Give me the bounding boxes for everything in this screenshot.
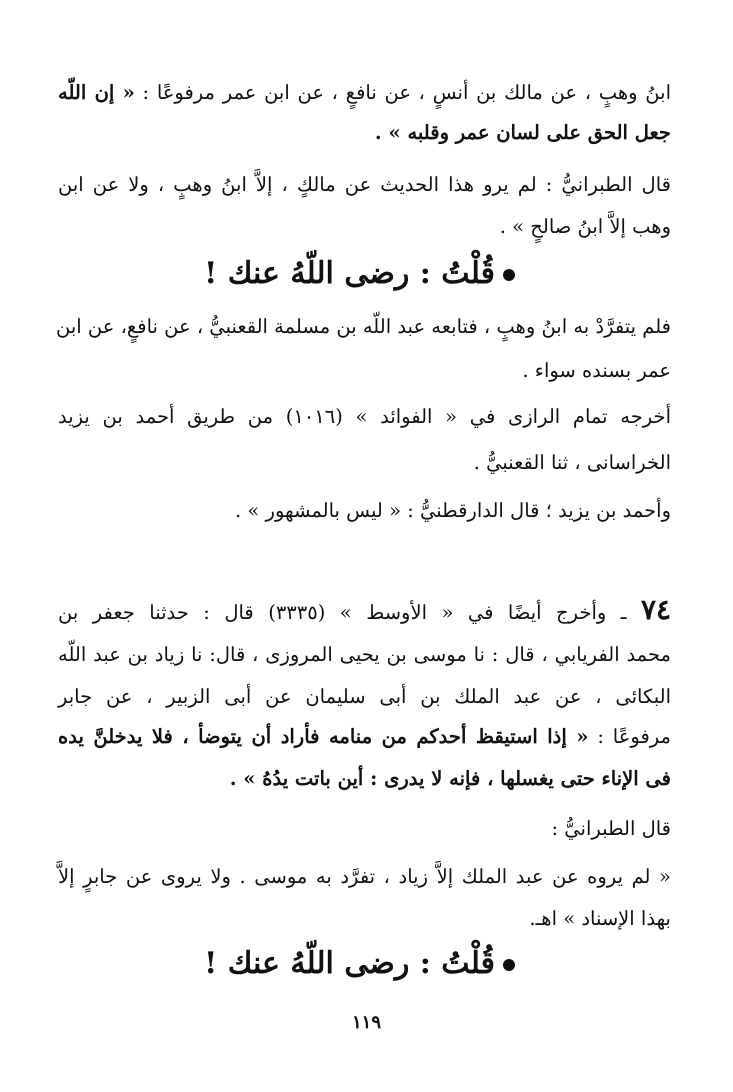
text-segment: ابنُ وهبٍ ، عن مالك بن أنسٍ ، عن نافعٍ ، عن ابن عمر مرفوعًا : <box>142 81 671 104</box>
text-line: قال الطبرانيُّ : <box>551 817 671 840</box>
text-line: قال الطبرانيُّ : لم يرو هذا الحديث عن مالكٍ ، إلاَّ ابنُ وهبٍ ، ولا عن ابن <box>58 173 671 196</box>
bullet-icon <box>503 269 515 281</box>
text-segment: ـ وأخرج أيضًا في « الأوسط » (٣٣٣٥) قال : حدثنا جعفر بن <box>58 601 627 624</box>
text-segment: مرفوعًا : <box>597 725 671 748</box>
text-line <box>58 722 671 752</box>
text-line: « لم يروه عن عبد الملك إلاَّ زياد ، تفرَّد به موسى . ولا يروى عن جابرٍ إلاَّ <box>58 865 671 888</box>
section-heading <box>204 944 515 984</box>
text-line: وهب إلاَّ ابنُ صالحٍ » . <box>499 215 671 238</box>
heading-text: قُلْتُ : رضى اللّهُ عنك ! <box>204 946 495 981</box>
text-line: فلم يتفرَّدْ به ابنُ وهبٍ ، فتابعه عبد اللّه بن مسلمة القعنبيُّ ، عن نافعٍ، عن ابن <box>56 315 671 338</box>
page-number: ١١٩ <box>351 1012 381 1033</box>
hadith-text-bold: « إذا استيقظ أحدكم من منامه فأراد أن يتوضأ ، فلا يدخلنَّ يده <box>58 725 589 748</box>
text-line: وأحمد بن يزيد ؛ قال الدارقطنيُّ : « ليس بالمشهور » . <box>235 499 671 522</box>
text-line: أخرجه تمام الرازى في « الفوائد » (١٠١٦) من طريق أحمد بن يزيد <box>58 405 671 428</box>
text-line: الخراسانى ، ثنا القعنبيُّ . <box>473 451 671 474</box>
text-line: البكائى ، عن عبد الملك بن أبى سليمان عن أبى الزبير ، عن جابر <box>58 685 671 708</box>
text-line <box>58 592 671 628</box>
hadith-number: ٧٤ <box>640 593 672 626</box>
section-heading <box>204 254 515 294</box>
text-line: بهذا الإسناد » اهـ. <box>529 907 671 930</box>
text-line: عمر بسنده سواء . <box>522 359 671 382</box>
bullet-icon <box>503 959 515 971</box>
hadith-text-line: جعل الحق على لسان عمر وقلبه » . <box>374 121 671 144</box>
hadith-text-line: فى الإناء حتى يغسلها ، فإنه لا يدرى : أين باتت يدُهُ » . <box>229 767 671 790</box>
hadith-text-bold: « إن اللّه <box>58 81 135 104</box>
text-line: محمد الفريابي ، قال : نا موسى بن يحيى المروزى ، قال: نا زياد بن عبد اللّه <box>58 643 671 666</box>
text-line <box>58 78 671 108</box>
heading-text: قُلْتُ : رضى اللّهُ عنك ! <box>204 256 495 291</box>
